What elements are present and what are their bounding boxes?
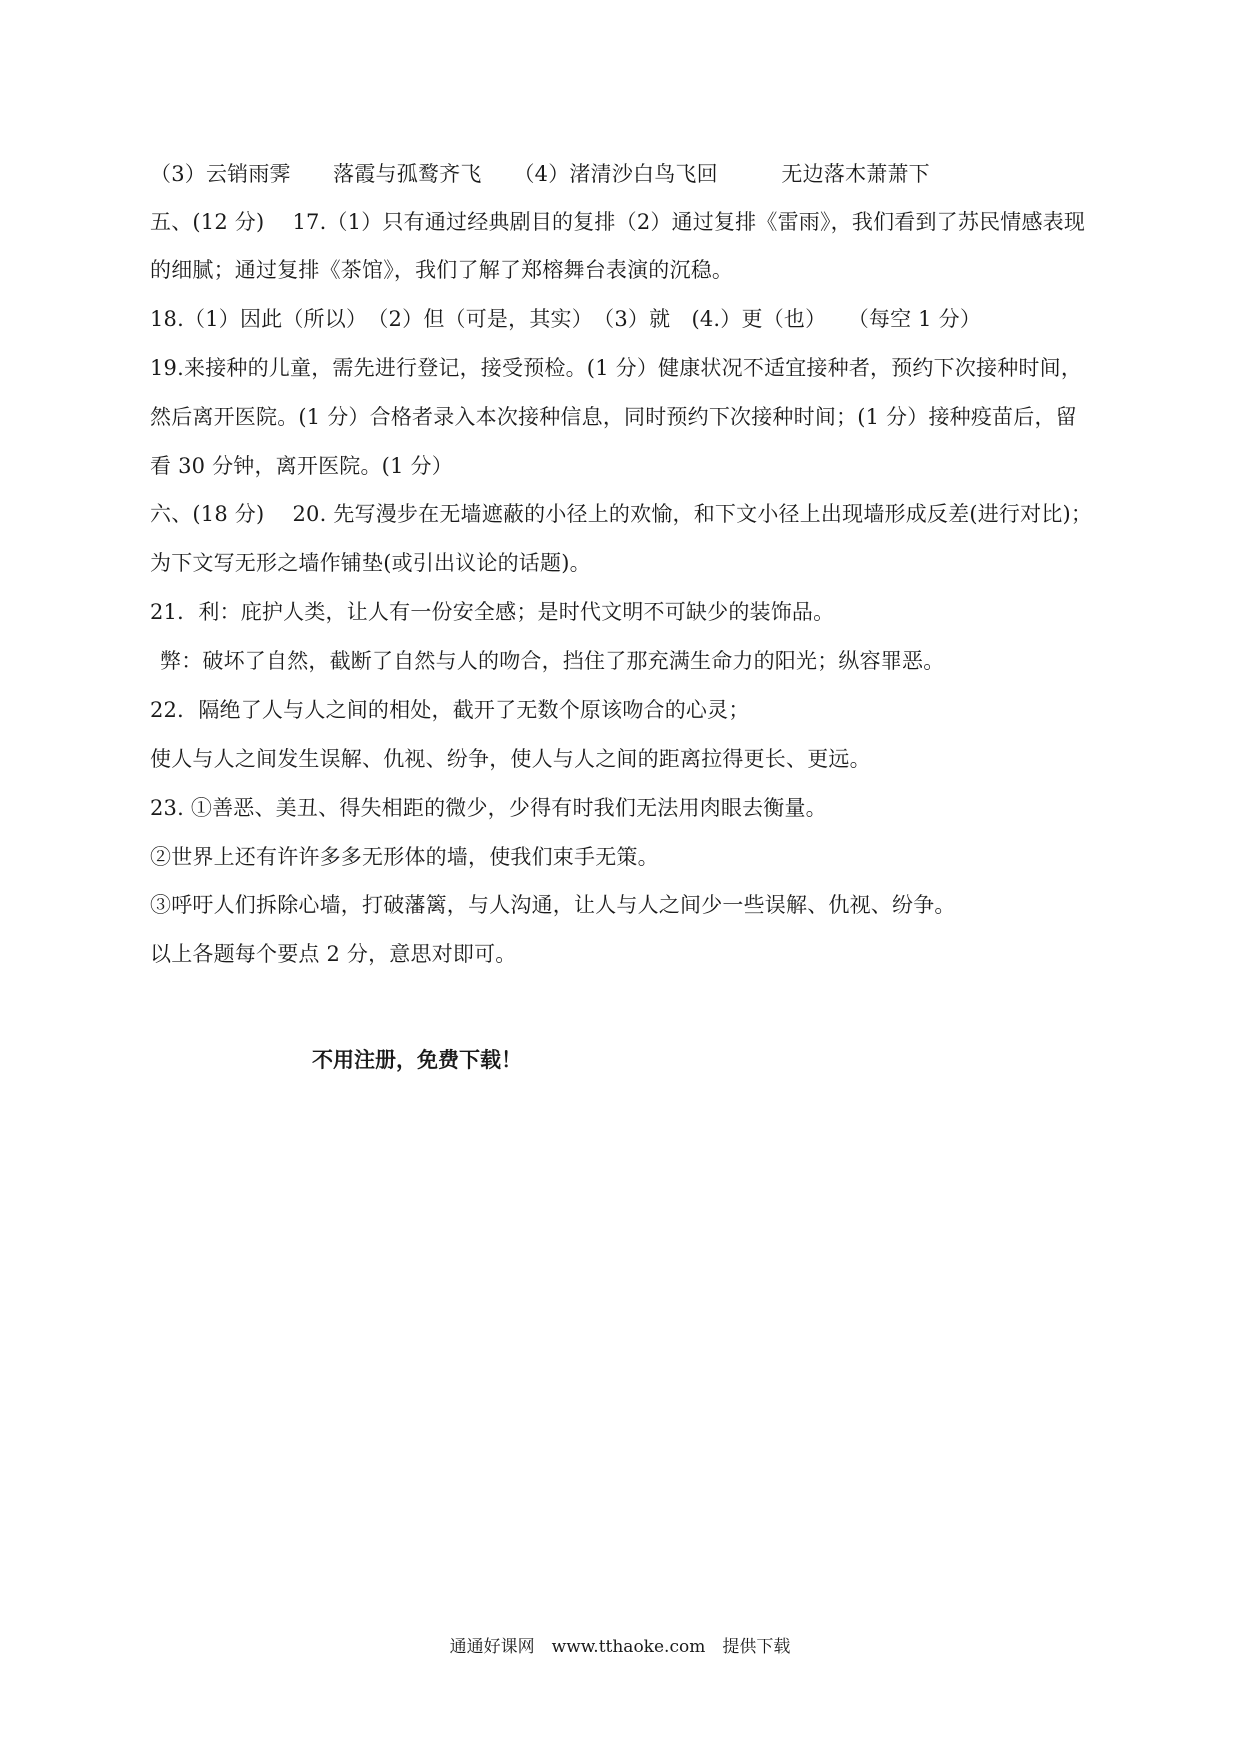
answer-line: 弊：破坏了自然，截断了自然与人的吻合，挡住了那充满生命力的阳光；纵容罪恶。 [160, 649, 945, 673]
answer-line: 22．隔绝了人与人之间的相处，截开了无数个原该吻合的心灵； [150, 698, 750, 722]
answer-line: （3）云销雨霁 落霞与孤鹜齐飞 （4）渚清沙白鸟飞回 无边落木萧萧下 [150, 162, 930, 186]
answer-line: 使人与人之间发生误解、仇视、纷争，使人与人之间的距离拉得更长、更远。 [150, 747, 871, 771]
page-footer: 通通好课网 www.tthaoke.com 提供下载 [449, 1637, 791, 1657]
answer-line: 五、(12 分) 17.（1）只有通过经典剧目的复排（2）通过复排《雷雨》，我们看到了苏民情感表现 [150, 210, 1086, 234]
answer-line: 看 30 分钟，离开医院。(1 分） [150, 454, 453, 478]
answer-line: ③呼吁人们拆除心墙，打破藩篱，与人沟通，让人与人之间少一些误解、仇视、纷争。 [150, 893, 956, 917]
answer-line: 23. ①善恶、美丑、得失相距的微少，少得有时我们无法用肉眼去衡量。 [150, 796, 827, 820]
answer-line: ②世界上还有许许多多无形体的墙，使我们束手无策。 [150, 845, 659, 869]
answer-line: 19.来接种的儿童，需先进行登记，接受预检。(1 分）健康状况不适宜接种者，预约下次接种时间， [150, 356, 1083, 380]
answer-line: 六、(18 分) 20. 先写漫步在无墙遮蔽的小径上的欢愉，和下文小径上出现墙形成反差(进行对比)； [150, 502, 1093, 526]
answer-line: 然后离开医院。(1 分）合格者录入本次接种信息，同时预约下次接种时间；(1 分）接种疫苗后，留 [150, 405, 1077, 429]
answer-line: 的细腻；通过复排《茶馆》，我们了解了郑榕舞台表演的沉稳。 [150, 258, 734, 282]
answer-line: 以上各题每个要点 2 分，意思对即可。 [150, 942, 517, 966]
answer-line: 21．利：庇护人类，让人有一份安全感；是时代文明不可缺少的装饰品。 [150, 600, 835, 624]
answer-line: 18.（1）因此（所以） （2）但（可是，其实） （3）就 (4.）更（也） （每空 1 分） [150, 307, 982, 331]
answer-line: 为下文写无形之墙作铺垫(或引出议论的话题)。 [150, 551, 591, 575]
free-download-notice: 不用注册，免费下载！ [312, 1048, 522, 1072]
